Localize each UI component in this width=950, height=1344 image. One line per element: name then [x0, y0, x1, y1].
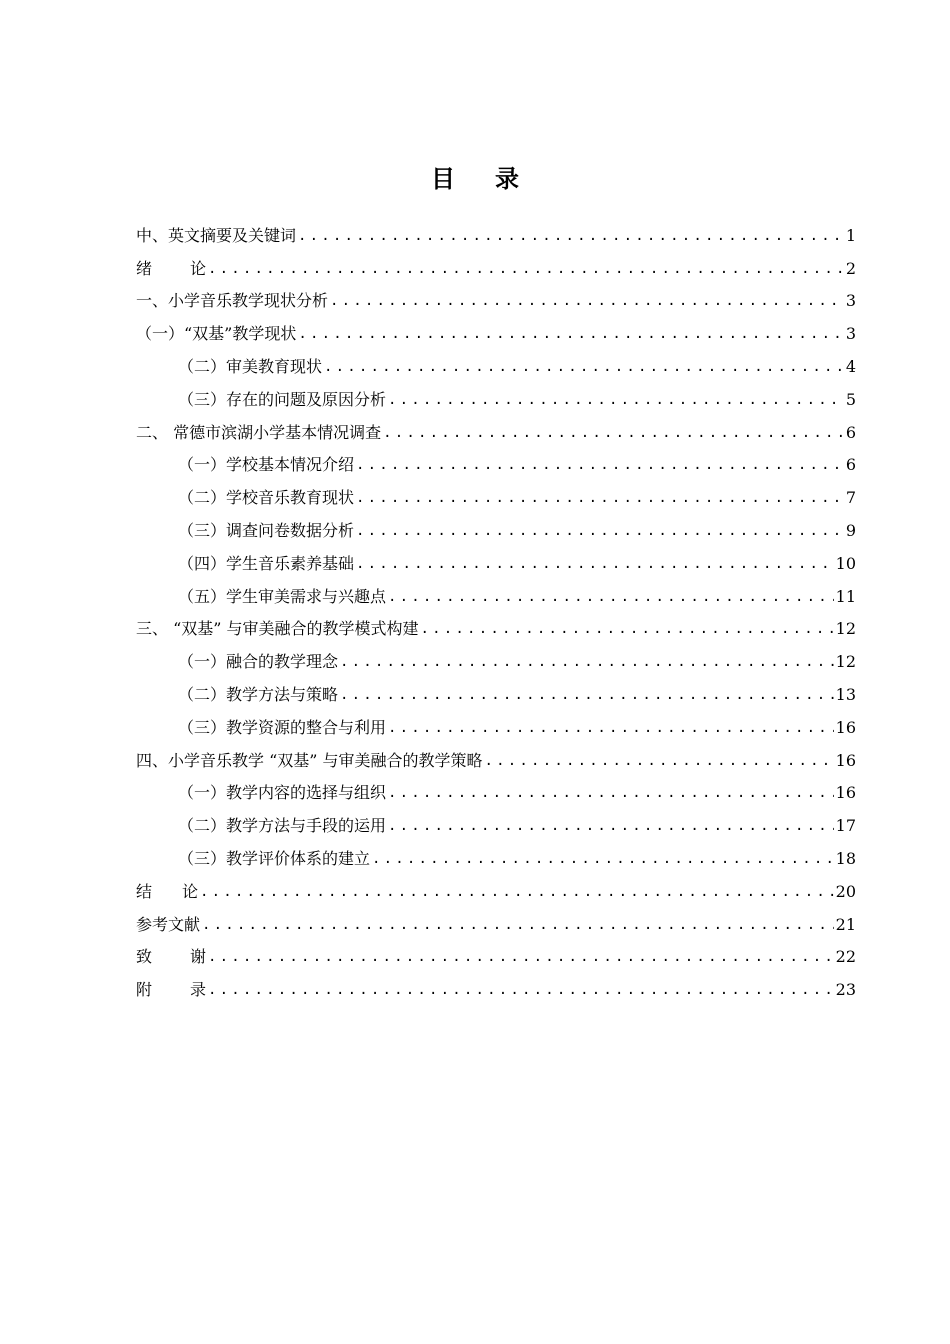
toc-leader-dots [388, 782, 834, 804]
toc-title: 目录 [431, 165, 559, 193]
toc-entry-page: 17 [835, 816, 856, 836]
toc-entry-page: 18 [835, 848, 856, 868]
toc-entry-label: （五）学生审美需求与兴趣点 [178, 586, 387, 606]
toc-entry-label: 二、 常德市滨湖小学基本情况调查 [136, 422, 382, 442]
toc-entry[interactable] [136, 444, 856, 477]
toc-entry-page: 16 [835, 750, 856, 770]
toc-entry-page: 9 [845, 520, 856, 540]
toc-entry-label: （三）存在的问题及原因分析 [178, 389, 387, 409]
toc-leader-dots [298, 323, 843, 345]
toc-entry[interactable] [136, 870, 856, 903]
toc-entry[interactable] [136, 608, 856, 641]
toc-entry[interactable] [136, 280, 856, 313]
toc-entry[interactable] [136, 936, 856, 969]
toc-entry[interactable] [136, 411, 856, 444]
toc-entry-label: （三）调查问卷数据分析 [178, 520, 355, 540]
toc-leader-dots [356, 553, 834, 575]
toc-entry-label: （一）“双基”教学现状 [136, 324, 297, 344]
toc-entry[interactable] [136, 706, 856, 739]
toc-entry-page: 20 [835, 881, 856, 901]
toc-entry-label: 一、小学音乐教学现状分析 [136, 291, 329, 311]
toc-entry-page: 12 [835, 652, 856, 672]
toc-entry-page: 21 [835, 914, 856, 934]
toc-leader-dots [298, 225, 844, 247]
toc-entry-page: 3 [845, 324, 856, 344]
toc-entry[interactable] [136, 312, 856, 345]
toc-leader-dots [208, 946, 834, 968]
toc-entry-page: 16 [835, 717, 856, 737]
toc-leader-dots [388, 815, 834, 837]
toc-leader-dots [421, 618, 834, 640]
toc-entry[interactable] [136, 542, 856, 575]
toc-leader-dots [200, 881, 834, 903]
toc-entry[interactable] [136, 804, 856, 837]
toc-entry-label: 参考文献 [136, 914, 201, 934]
toc-entry[interactable] [136, 575, 856, 608]
toc-leader-dots [208, 258, 844, 280]
toc-entry-label: （一）学校基本情况介绍 [178, 455, 355, 475]
toc-entry-label: （二）教学方法与策略 [178, 684, 339, 704]
toc-entry-page: 2 [845, 258, 856, 278]
toc-entry[interactable] [136, 903, 856, 936]
toc-list [136, 214, 856, 1001]
toc-entry-label: 绪论 [136, 258, 207, 278]
toc-entry-label: 三、 “双基” 与审美融合的教学模式构建 [136, 619, 419, 639]
toc-leader-dots [330, 290, 844, 312]
toc-leader-dots [356, 487, 844, 509]
toc-entry[interactable] [136, 476, 856, 509]
toc-entry[interactable] [136, 739, 856, 772]
toc-leader-dots [324, 356, 844, 378]
toc-entry[interactable] [136, 968, 856, 1001]
toc-entry-page: 1 [845, 225, 856, 245]
toc-entry-label: （一）融合的教学理念 [178, 652, 339, 672]
toc-entry-page: 6 [845, 422, 856, 442]
toc-entry-label: 中、英文摘要及关键词 [136, 225, 297, 245]
toc-entry[interactable] [136, 247, 856, 280]
toc-entry-label: （二）审美教育现状 [178, 356, 323, 376]
toc-leader-dots [202, 914, 834, 936]
toc-entry[interactable] [136, 509, 856, 542]
toc-leader-dots [383, 422, 844, 444]
toc-leader-dots [340, 684, 834, 706]
toc-entry-page: 11 [835, 586, 856, 606]
toc-entry-page: 10 [835, 553, 856, 573]
toc-entry-label: 致谢 [136, 947, 207, 967]
toc-leader-dots [485, 750, 834, 772]
toc-entry-label: （一）教学内容的选择与组织 [178, 783, 387, 803]
toc-entry-label: （三）教学资源的整合与利用 [178, 717, 387, 737]
toc-entry-label: （三）教学评价体系的建立 [178, 848, 371, 868]
toc-entry-page: 4 [845, 356, 856, 376]
toc-entry-label: （二）教学方法与手段的运用 [178, 816, 387, 836]
toc-entry-page: 7 [845, 488, 856, 508]
toc-leader-dots [388, 586, 834, 608]
toc-entry-page: 16 [835, 783, 856, 803]
toc-entry[interactable] [136, 673, 856, 706]
toc-leader-dots [356, 520, 844, 542]
toc-entry-label: 结论 [136, 881, 199, 901]
toc-entry-page: 6 [845, 455, 856, 475]
toc-entry-label: （二）学校音乐教育现状 [178, 488, 355, 508]
toc-entry[interactable] [136, 345, 856, 378]
toc-leader-dots [208, 979, 834, 1001]
toc-entry-page: 13 [835, 684, 856, 704]
toc-leader-dots [372, 848, 834, 870]
toc-leader-dots [340, 651, 834, 673]
toc-entry[interactable] [136, 378, 856, 411]
toc-leader-dots [388, 389, 844, 411]
toc-entry-page: 22 [835, 947, 856, 967]
toc-entry-page: 12 [835, 619, 856, 639]
toc-entry-label: 附录 [136, 980, 207, 1000]
toc-leader-dots [388, 717, 834, 739]
toc-entry-label: 四、小学音乐教学 “双基” 与审美融合的教学策略 [136, 750, 483, 770]
toc-entry-page: 3 [845, 291, 856, 311]
toc-entry[interactable] [136, 772, 856, 805]
toc-leader-dots [356, 454, 844, 476]
toc-entry[interactable] [136, 214, 856, 247]
toc-entry[interactable] [136, 837, 856, 870]
toc-entry-page: 5 [845, 389, 856, 409]
toc-entry[interactable] [136, 640, 856, 673]
toc-entry-page: 23 [835, 980, 856, 1000]
toc-entry-label: （四）学生音乐素养基础 [178, 553, 355, 573]
